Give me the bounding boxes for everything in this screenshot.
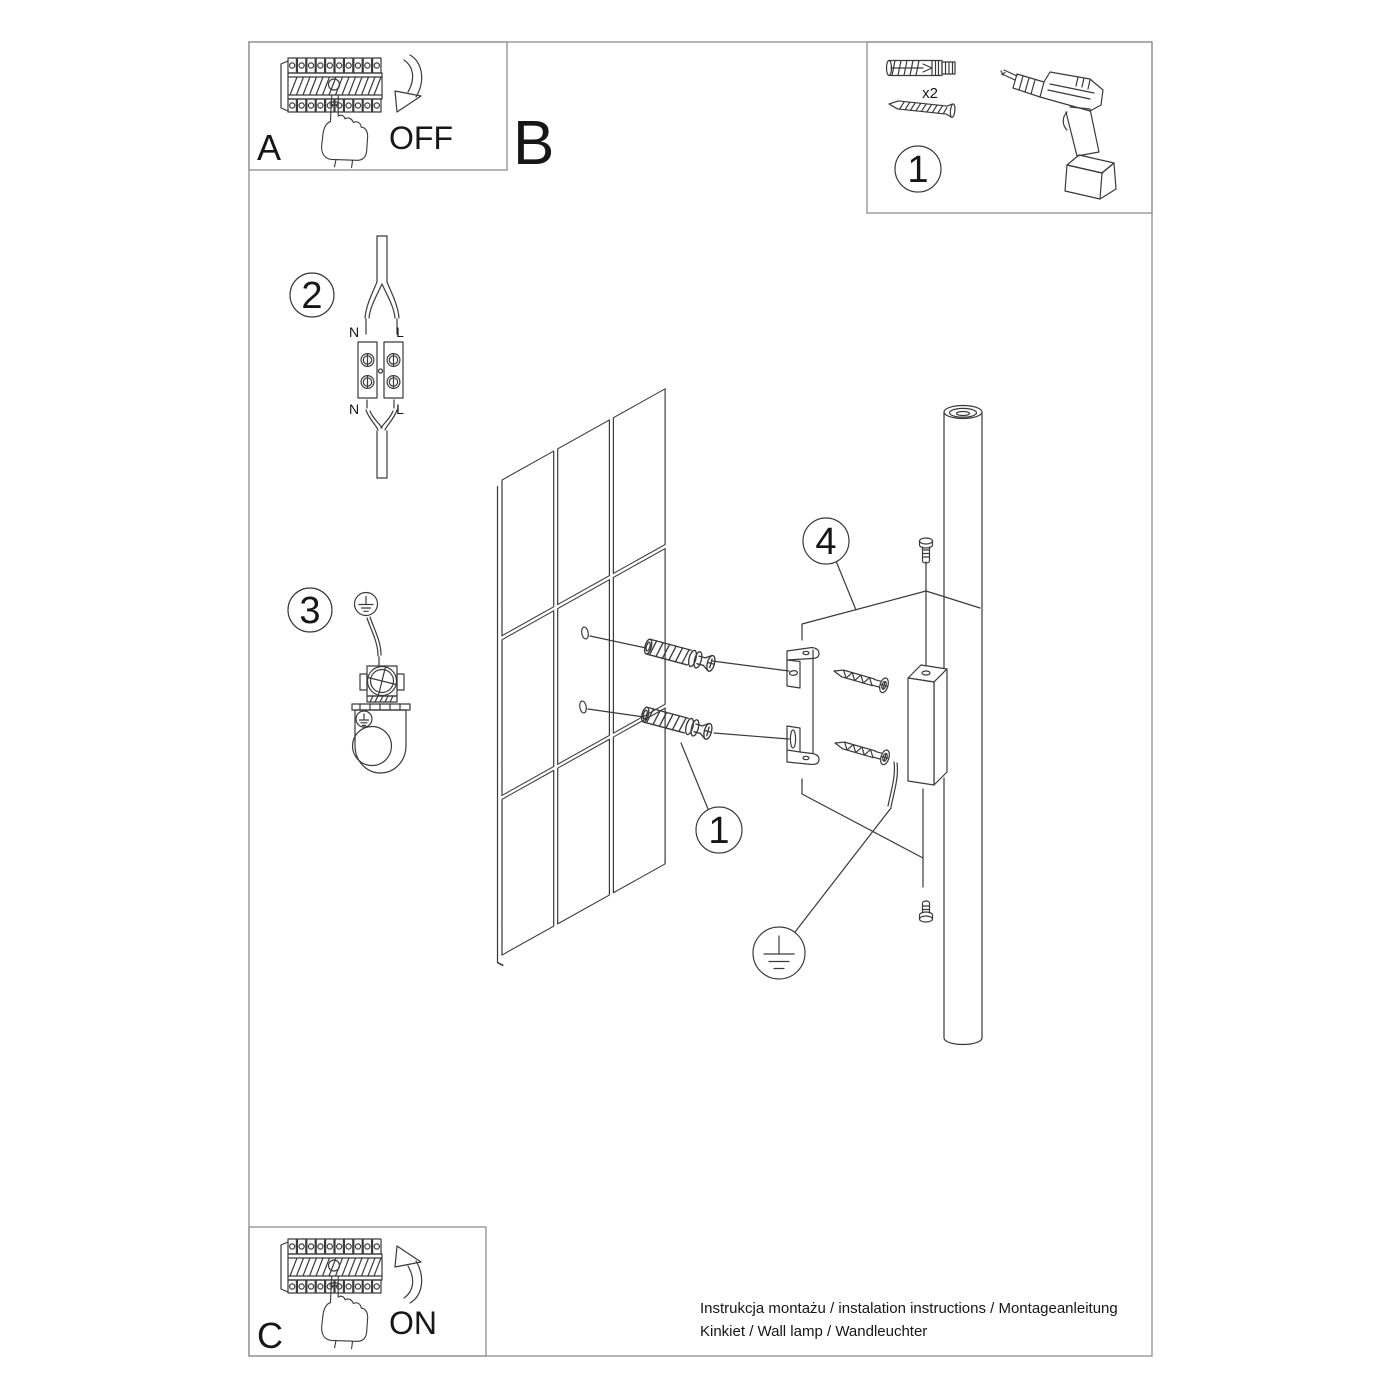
machine-screw-icon: [920, 901, 933, 922]
mounting-bracket: [787, 648, 819, 765]
panel-c-box: [249, 1227, 486, 1356]
wire-label-n-bottom: N: [348, 401, 360, 417]
housing-box: [908, 665, 947, 785]
step-3-number: 3: [299, 590, 321, 632]
parts-step-number: 1: [907, 149, 929, 191]
wiring-diagram: [358, 236, 403, 478]
leader-lines: [802, 561, 980, 887]
wall-tiles: [498, 389, 666, 969]
wall-plug-icon: [643, 638, 717, 673]
step-4-mounting: [802, 518, 980, 922]
ground-callout: [753, 808, 891, 979]
step-2-wiring: [290, 236, 404, 478]
lamp-tube: [944, 406, 982, 1045]
footer: [700, 1300, 1118, 1340]
step-2-number: 2: [301, 275, 323, 317]
wall-plug-icon: [640, 706, 714, 741]
machine-screw-icon: [920, 538, 933, 563]
bracket-screw-icon: [833, 736, 891, 766]
footer-line-1: Instrukcja montażu / instalation instructions / Montageanleitung: [700, 1300, 1118, 1317]
step-4-number: 4: [815, 521, 837, 563]
lamp-base-mount: [352, 704, 410, 773]
wire-label-n-top: N: [348, 324, 360, 340]
drill-icon: [1001, 70, 1116, 199]
wire-label-l-bottom: L: [396, 401, 404, 417]
panel-c-switch-on: [249, 1227, 486, 1356]
bracket-screw-icon: [832, 664, 890, 694]
step-1-number: 1: [708, 810, 730, 852]
panel-a-switch-off: [249, 42, 507, 170]
wire-label-l-top: L: [396, 324, 404, 340]
anchor-quantity-label: x2: [922, 85, 938, 102]
housing-wire: [888, 762, 897, 807]
page-frame: [249, 42, 1152, 1356]
arrow-up-icon: [395, 1246, 422, 1303]
step-1-drilling: [588, 636, 789, 853]
step-3-grounding: [288, 588, 410, 773]
arrow-down-icon: [395, 55, 422, 112]
ground-clamp: [360, 664, 404, 702]
footer-line-2: Kinkiet / Wall lamp / Wandleuchter: [700, 1323, 928, 1340]
section-b-label: B: [513, 109, 555, 178]
drill-holes: [579, 627, 589, 714]
panel-a-label: A: [257, 127, 282, 168]
wall-plug-icon: [887, 61, 956, 76]
panel-c-label: C: [257, 1315, 283, 1356]
ground-wire: [367, 617, 381, 667]
off-label: OFF: [389, 120, 453, 156]
ground-symbol-icon: [753, 927, 805, 979]
on-label: ON: [389, 1305, 437, 1341]
parts-box: [867, 42, 1152, 213]
ground-symbol-icon: [355, 593, 378, 616]
